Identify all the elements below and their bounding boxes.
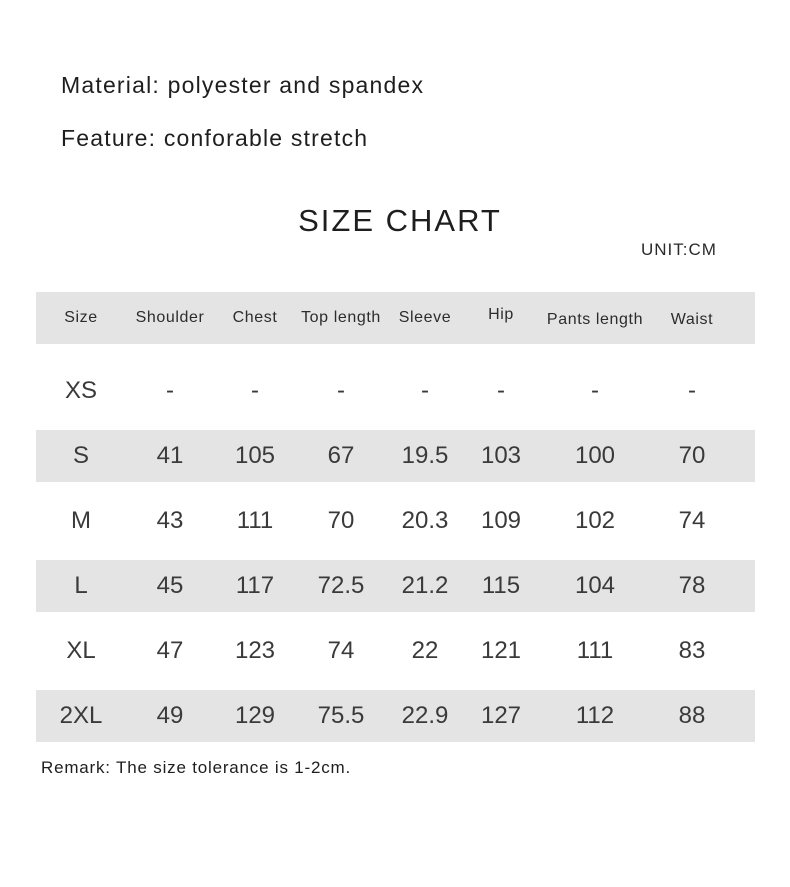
sleeve-cell: 21.2 (401, 572, 449, 599)
table-row (36, 495, 755, 547)
chest-cell: 105 (234, 442, 276, 469)
unit-label: UNIT:CM (641, 240, 717, 259)
top-length-cell: 72.5 (317, 572, 365, 599)
header-sleeve: Sleeve (398, 309, 452, 326)
remark-note: Remark: The size tolerance is 1-2cm. (41, 758, 352, 777)
sleeve-cell: 22.9 (401, 702, 449, 729)
pants-length-cell: - (591, 377, 599, 404)
sleeve-cell: 19.5 (401, 442, 449, 469)
waist-cell: 88 (678, 702, 706, 729)
table-header-row (36, 292, 755, 344)
chest-cell: - (251, 377, 259, 404)
size-table (36, 292, 755, 742)
hip-cell: 121 (480, 637, 522, 664)
chest-cell: 111 (236, 507, 274, 534)
waist-cell: 74 (678, 507, 706, 534)
header-size: Size (64, 309, 98, 326)
table-row (36, 430, 755, 482)
pants-length-cell: 102 (574, 507, 616, 534)
size-cell: L (74, 572, 88, 599)
size-cell: M (71, 507, 91, 534)
header-top-length: Top length (301, 309, 381, 326)
pants-length-cell: 111 (576, 637, 614, 664)
shoulder-cell: 43 (156, 507, 184, 534)
hip-cell: 115 (481, 572, 521, 599)
shoulder-cell: 45 (156, 572, 184, 599)
chest-cell: 117 (235, 572, 275, 599)
header-shoulder: Shoulder (135, 309, 205, 326)
table-row (36, 365, 755, 417)
header-chest: Chest (232, 309, 278, 326)
size-cell: XL (66, 637, 96, 664)
size-chart-title: SIZE CHART (298, 203, 502, 238)
hip-cell: 127 (480, 702, 522, 729)
waist-cell: - (688, 377, 696, 404)
header-pants-length: Pants length (546, 311, 644, 328)
header-hip: Hip (488, 306, 514, 323)
hip-cell: - (497, 377, 505, 404)
waist-cell: 70 (678, 442, 706, 469)
waist-cell: 78 (678, 572, 706, 599)
size-cell: 2XL (59, 702, 103, 729)
shoulder-cell: 41 (156, 442, 184, 469)
top-length-cell: 74 (327, 637, 355, 664)
material-info: Material: polyester and spandex (61, 72, 425, 98)
top-length-cell: 70 (327, 507, 355, 534)
size-cell: XS (64, 377, 97, 404)
shoulder-cell: 47 (156, 637, 184, 664)
sleeve-cell: 20.3 (401, 507, 449, 534)
chest-cell: 123 (234, 637, 276, 664)
waist-cell: 83 (678, 637, 706, 664)
pants-length-cell: 104 (574, 572, 616, 599)
chest-cell: 129 (234, 702, 276, 729)
hip-cell: 109 (480, 507, 522, 534)
top-length-cell: 67 (327, 442, 355, 469)
top-length-cell: - (337, 377, 345, 404)
sleeve-cell: 22 (411, 637, 439, 664)
table-row (36, 560, 755, 612)
top-length-cell: 75.5 (317, 702, 365, 729)
header-waist: Waist (670, 311, 714, 328)
table-row (36, 625, 755, 677)
pants-length-cell: 100 (574, 442, 616, 469)
size-cell: S (72, 442, 89, 469)
shoulder-cell: - (166, 377, 174, 404)
sleeve-cell: - (421, 377, 429, 404)
shoulder-cell: 49 (156, 702, 184, 729)
pants-length-cell: 112 (575, 702, 615, 729)
table-row (36, 690, 755, 742)
feature-info: Feature: conforable stretch (61, 125, 369, 151)
hip-cell: 103 (480, 442, 522, 469)
